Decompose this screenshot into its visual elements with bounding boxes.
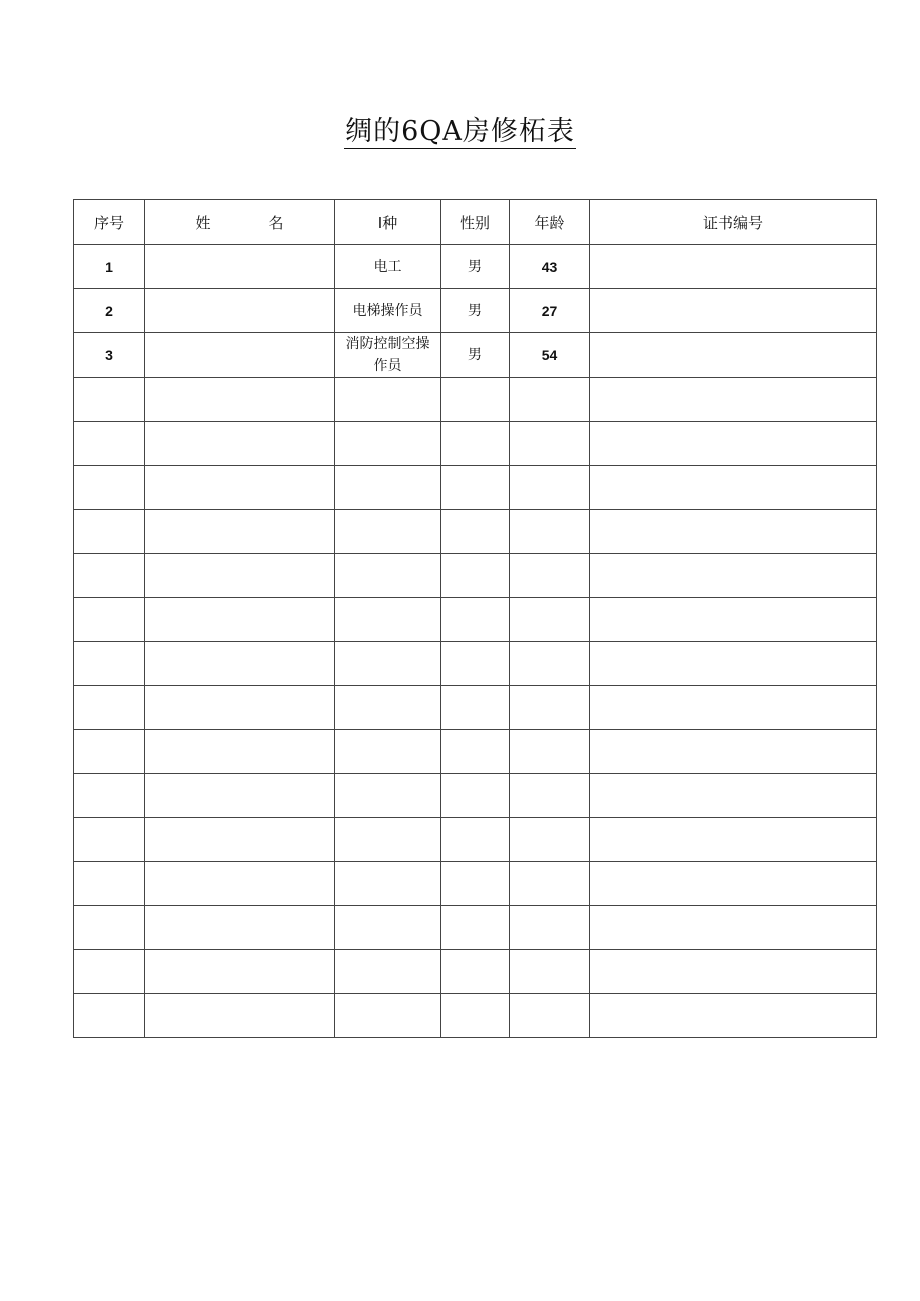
cell-seq: 3 <box>74 333 145 378</box>
cell-seq <box>74 818 145 862</box>
cell-trade <box>335 466 441 510</box>
cell-age: 54 <box>510 333 590 378</box>
cell-gender: 男 <box>441 245 510 289</box>
cell-seq <box>74 994 145 1038</box>
cell-age <box>510 774 590 818</box>
cell-cert <box>590 950 877 994</box>
cell-cert <box>590 994 877 1038</box>
table-row-empty <box>74 950 877 994</box>
cell-seq <box>74 554 145 598</box>
cell-gender <box>441 642 510 686</box>
cell-trade <box>335 862 441 906</box>
cell-gender <box>441 686 510 730</box>
table-row-empty <box>74 598 877 642</box>
cell-seq <box>74 686 145 730</box>
cell-gender: 男 <box>441 333 510 378</box>
cell-age <box>510 906 590 950</box>
cell-seq <box>74 598 145 642</box>
cell-age <box>510 818 590 862</box>
cell-seq: 1 <box>74 245 145 289</box>
table-row-empty <box>74 774 877 818</box>
cell-seq <box>74 774 145 818</box>
cell-trade <box>335 730 441 774</box>
table-row-empty <box>74 510 877 554</box>
cell-name <box>145 422 335 466</box>
cell-name <box>145 642 335 686</box>
table-row-empty <box>74 730 877 774</box>
cell-age <box>510 642 590 686</box>
cell-seq <box>74 950 145 994</box>
cell-trade <box>335 686 441 730</box>
table-row-empty <box>74 422 877 466</box>
cell-age <box>510 466 590 510</box>
table-row-empty <box>74 686 877 730</box>
document-title <box>0 112 920 152</box>
table-row <box>74 245 877 289</box>
header-seq: 序号 <box>74 200 145 245</box>
cell-cert <box>590 642 877 686</box>
table-row-empty <box>74 906 877 950</box>
cell-age <box>510 994 590 1038</box>
cell-trade: 电工 <box>335 245 441 289</box>
cell-trade: 电梯操作员 <box>335 289 441 333</box>
cell-age <box>510 862 590 906</box>
cell-cert <box>590 333 877 378</box>
cell-cert <box>590 686 877 730</box>
table-row-empty <box>74 378 877 422</box>
table-row <box>74 333 877 378</box>
cell-name <box>145 994 335 1038</box>
cell-seq <box>74 862 145 906</box>
cell-age <box>510 378 590 422</box>
cell-gender <box>441 378 510 422</box>
cell-trade <box>335 906 441 950</box>
cell-name <box>145 774 335 818</box>
cell-cert <box>590 466 877 510</box>
cell-name <box>145 333 335 378</box>
cell-seq <box>74 906 145 950</box>
cell-name <box>145 378 335 422</box>
cell-name <box>145 730 335 774</box>
cell-cert <box>590 862 877 906</box>
cell-cert <box>590 378 877 422</box>
table-row <box>74 289 877 333</box>
header-age: 年龄 <box>510 200 590 245</box>
table-row-empty <box>74 554 877 598</box>
cell-seq <box>74 642 145 686</box>
cell-gender <box>441 906 510 950</box>
cell-name <box>145 289 335 333</box>
cell-age <box>510 554 590 598</box>
header-gender: 性别 <box>441 200 510 245</box>
cell-gender <box>441 774 510 818</box>
cell-gender <box>441 422 510 466</box>
header-name-first: 姓 <box>195 213 211 232</box>
cell-gender <box>441 818 510 862</box>
cell-cert <box>590 510 877 554</box>
table-row-empty <box>74 862 877 906</box>
document-title-text: 绸的6QA房修柘表 <box>345 116 575 147</box>
cell-age <box>510 950 590 994</box>
cell-age: 43 <box>510 245 590 289</box>
cell-cert <box>590 598 877 642</box>
personnel-table <box>73 199 877 1038</box>
cell-cert <box>590 774 877 818</box>
cell-age <box>510 598 590 642</box>
cell-name <box>145 818 335 862</box>
cell-trade <box>335 598 441 642</box>
cell-seq <box>74 510 145 554</box>
cell-gender <box>441 510 510 554</box>
cell-trade <box>335 554 441 598</box>
cell-trade <box>335 510 441 554</box>
cell-cert <box>590 730 877 774</box>
cell-gender <box>441 598 510 642</box>
cell-seq: 2 <box>74 289 145 333</box>
cell-gender <box>441 554 510 598</box>
cell-name <box>145 950 335 994</box>
cell-trade <box>335 333 441 378</box>
cell-seq <box>74 378 145 422</box>
cell-trade <box>335 950 441 994</box>
header-cert: 证书编号 <box>590 200 877 245</box>
cell-age: 27 <box>510 289 590 333</box>
cell-trade <box>335 422 441 466</box>
table-row-empty <box>74 642 877 686</box>
cell-name <box>145 510 335 554</box>
cell-gender <box>441 950 510 994</box>
cell-name <box>145 686 335 730</box>
cell-name <box>145 598 335 642</box>
cell-gender <box>441 862 510 906</box>
header-trade: I种 <box>335 200 441 245</box>
cell-cert <box>590 245 877 289</box>
cell-trade <box>335 774 441 818</box>
cell-cert <box>590 554 877 598</box>
cell-seq <box>74 466 145 510</box>
cell-name <box>145 554 335 598</box>
cell-gender <box>441 466 510 510</box>
table-row-empty <box>74 466 877 510</box>
cell-name <box>145 466 335 510</box>
cell-gender <box>441 994 510 1038</box>
cell-cert <box>590 289 877 333</box>
cell-name <box>145 862 335 906</box>
table-row-empty <box>74 994 877 1038</box>
cell-trade <box>335 994 441 1038</box>
cell-age <box>510 686 590 730</box>
cell-age <box>510 510 590 554</box>
cell-cert <box>590 422 877 466</box>
cell-trade <box>335 378 441 422</box>
cell-gender <box>441 730 510 774</box>
cell-cert <box>590 818 877 862</box>
cell-cert <box>590 906 877 950</box>
table-header-row <box>74 200 877 245</box>
cell-age <box>510 422 590 466</box>
cell-name <box>145 245 335 289</box>
header-name-second: 名 <box>268 213 284 232</box>
table-row-empty <box>74 818 877 862</box>
cell-age <box>510 730 590 774</box>
cell-seq <box>74 730 145 774</box>
cell-trade <box>335 818 441 862</box>
header-name <box>145 200 335 245</box>
cell-trade-text: 消防控制空操作员 <box>345 336 430 374</box>
cell-seq <box>74 422 145 466</box>
cell-trade <box>335 642 441 686</box>
cell-gender: 男 <box>441 289 510 333</box>
cell-name <box>145 906 335 950</box>
